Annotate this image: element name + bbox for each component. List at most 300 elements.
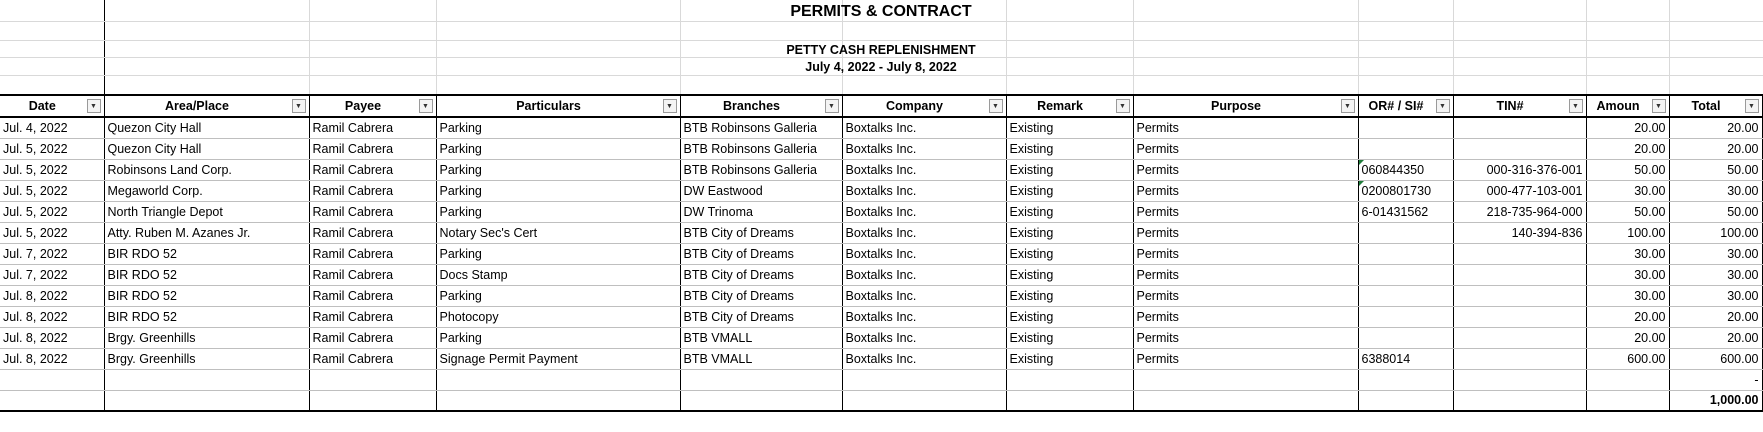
cell-tin[interactable] (1453, 369, 1586, 390)
cell-date[interactable] (0, 180, 104, 201)
cell-date[interactable] (0, 264, 104, 285)
cell-text: 30.00 (1634, 246, 1666, 261)
cell-text: Jul. 7, 2022 (3, 246, 68, 261)
cell-purpose[interactable] (1133, 201, 1358, 222)
cell-remark[interactable] (1006, 117, 1133, 138)
cell-remark[interactable] (1006, 390, 1133, 411)
cell-text: Permits (1136, 309, 1179, 324)
cell-company[interactable] (842, 306, 1006, 327)
cell-text: Boxtalks Inc. (845, 330, 917, 345)
cell-or-si[interactable] (1358, 369, 1453, 390)
dropdown-arrow-icon: ▼ (1655, 102, 1662, 110)
cell-particulars[interactable] (436, 159, 680, 180)
cell-area-place[interactable] (104, 117, 309, 138)
cell-area-place[interactable] (104, 222, 309, 243)
cell-text: Jul. 8, 2022 (3, 330, 68, 345)
cell-date[interactable] (0, 306, 104, 327)
cell-text: Boxtalks Inc. (845, 309, 917, 324)
cell-text: BTB Robinsons Galleria (683, 141, 817, 156)
cell-company[interactable] (842, 138, 1006, 159)
cell-text: BTB VMALL (683, 330, 753, 345)
cell-text: 50.00 (1727, 204, 1759, 219)
cell-amount[interactable] (1586, 243, 1669, 264)
dropdown-arrow-icon: ▼ (1572, 102, 1579, 110)
grid-line (0, 40, 1763, 41)
filter-dropdown-button[interactable] (1569, 99, 1583, 113)
grid-line (0, 75, 1763, 76)
cell-text: 30.00 (1727, 267, 1759, 282)
cell-text: Permits (1136, 120, 1179, 135)
cell-remark[interactable] (1006, 285, 1133, 306)
column-header-or-si (1358, 95, 1453, 117)
cell-company[interactable] (842, 348, 1006, 369)
cell-text: BIR RDO 52 (107, 267, 177, 282)
cell-date[interactable] (0, 222, 104, 243)
cell-amount[interactable] (1586, 369, 1669, 390)
filter-dropdown-button[interactable] (663, 99, 677, 113)
cell-purpose[interactable] (1133, 159, 1358, 180)
column-header-label: Particulars (516, 99, 581, 113)
table-row (0, 348, 1762, 369)
cell-or-si[interactable] (1358, 306, 1453, 327)
cell-company[interactable] (842, 327, 1006, 348)
cell-text: Permits (1136, 288, 1179, 303)
cell-payee[interactable] (309, 159, 436, 180)
cell-payee[interactable] (309, 180, 436, 201)
cell-particulars[interactable] (436, 390, 680, 411)
cell-particulars[interactable] (436, 306, 680, 327)
cell-payee[interactable] (309, 222, 436, 243)
column-header-amount (1586, 95, 1669, 117)
cell-text: Docs Stamp (439, 267, 508, 282)
cell-text: DW Eastwood (683, 183, 763, 198)
cell-payee[interactable] (309, 201, 436, 222)
cell-text: 6388014 (1361, 351, 1411, 366)
cell-remark[interactable] (1006, 327, 1133, 348)
cell-text: Boxtalks Inc. (845, 183, 917, 198)
cell-text: 20.00 (1634, 120, 1666, 135)
cell-tin[interactable] (1453, 180, 1586, 201)
cell-branches[interactable] (680, 327, 842, 348)
cell-text: Ramil Cabrera (312, 309, 394, 324)
dropdown-arrow-icon: ▼ (1119, 102, 1126, 110)
cell-text: Boxtalks Inc. (845, 225, 917, 240)
cell-total[interactable] (1669, 180, 1762, 201)
cell-remark[interactable] (1006, 306, 1133, 327)
cell-area-place[interactable] (104, 243, 309, 264)
cell-tin[interactable] (1453, 264, 1586, 285)
cell-or-si[interactable] (1358, 159, 1453, 180)
cell-date[interactable] (0, 117, 104, 138)
cell-total[interactable] (1669, 243, 1762, 264)
cell-remark[interactable] (1006, 348, 1133, 369)
cell-or-si[interactable] (1358, 243, 1453, 264)
cell-purpose[interactable] (1133, 369, 1358, 390)
cell-text: Boxtalks Inc. (845, 288, 917, 303)
cell-particulars[interactable] (436, 327, 680, 348)
cell-text: Existing (1009, 204, 1054, 219)
cell-text: Boxtalks Inc. (845, 246, 917, 261)
cell-or-si[interactable] (1358, 348, 1453, 369)
cell-text: Jul. 8, 2022 (3, 309, 68, 324)
cell-particulars[interactable] (436, 138, 680, 159)
cell-text: 100.00 (1627, 225, 1666, 240)
cell-text: BIR RDO 52 (107, 246, 177, 261)
cell-particulars[interactable] (436, 222, 680, 243)
cell-area-place[interactable] (104, 285, 309, 306)
cell-text: Robinsons Land Corp. (107, 162, 232, 177)
cell-or-si[interactable] (1358, 327, 1453, 348)
cell-date[interactable] (0, 390, 104, 411)
cell-or-si[interactable] (1358, 117, 1453, 138)
cell-text: Existing (1009, 183, 1054, 198)
cell-amount[interactable] (1586, 348, 1669, 369)
cell-total[interactable] (1669, 327, 1762, 348)
cell-total[interactable] (1669, 285, 1762, 306)
cell-text: Ramil Cabrera (312, 267, 394, 282)
cell-date[interactable] (0, 285, 104, 306)
cell-or-si[interactable] (1358, 138, 1453, 159)
cell-text: BTB City of Dreams (683, 309, 794, 324)
cell-text: Boxtalks Inc. (845, 267, 917, 282)
cell-particulars[interactable] (436, 180, 680, 201)
cell-text: Jul. 5, 2022 (3, 183, 68, 198)
cell-text: North Triangle Depot (107, 204, 223, 219)
cell-area-place[interactable] (104, 327, 309, 348)
cell-text: Jul. 8, 2022 (3, 288, 68, 303)
cell-text: 30.00 (1634, 267, 1666, 282)
cell-total[interactable] (1669, 159, 1762, 180)
cell-payee[interactable] (309, 117, 436, 138)
cell-company[interactable] (842, 117, 1006, 138)
cell-company[interactable] (842, 180, 1006, 201)
table-body (0, 117, 1762, 411)
filter-dropdown-button[interactable] (87, 99, 101, 113)
table-row (0, 306, 1762, 327)
cell-branches[interactable] (680, 348, 842, 369)
cell-amount[interactable] (1586, 180, 1669, 201)
cell-company[interactable] (842, 201, 1006, 222)
cell-branches[interactable] (680, 201, 842, 222)
cell-tin[interactable] (1453, 243, 1586, 264)
cell-text: 50.00 (1634, 204, 1666, 219)
cell-text: 1,000.00 (1709, 393, 1759, 408)
cell-company[interactable] (842, 222, 1006, 243)
cell-branches[interactable] (680, 243, 842, 264)
cell-particulars[interactable] (436, 264, 680, 285)
column-header-date (0, 95, 104, 117)
cell-tin[interactable] (1453, 327, 1586, 348)
header-row (0, 95, 1762, 117)
cell-text: Parking (439, 288, 482, 303)
cell-area-place[interactable] (104, 180, 309, 201)
dropdown-arrow-icon: ▼ (1344, 102, 1351, 110)
cell-or-si[interactable] (1358, 180, 1453, 201)
cell-text: 50.00 (1727, 162, 1759, 177)
cell-purpose[interactable] (1133, 180, 1358, 201)
cell-branches[interactable] (680, 285, 842, 306)
cell-text: Existing (1009, 330, 1054, 345)
cell-text: Permits (1136, 162, 1179, 177)
cell-particulars[interactable] (436, 348, 680, 369)
cell-branches[interactable] (680, 390, 842, 411)
cell-tin[interactable] (1453, 348, 1586, 369)
cell-date[interactable] (0, 243, 104, 264)
cell-text: Brgy. Greenhills (107, 330, 196, 345)
cell-purpose[interactable] (1133, 222, 1358, 243)
cell-total[interactable] (1669, 222, 1762, 243)
column-header-particulars (436, 95, 680, 117)
filter-dropdown-button[interactable] (1116, 99, 1130, 113)
cell-text: Parking (439, 183, 482, 198)
cell-text: Quezon City Hall (107, 120, 202, 135)
dropdown-arrow-icon: ▼ (90, 102, 97, 110)
cell-total[interactable] (1669, 369, 1762, 390)
cell-area-place[interactable] (104, 369, 309, 390)
cell-company[interactable] (842, 285, 1006, 306)
column-header-tin (1453, 95, 1586, 117)
column-header-payee (309, 95, 436, 117)
cell-total[interactable] (1669, 264, 1762, 285)
column-header-label: Area/Place (165, 99, 229, 113)
cell-tin[interactable] (1453, 138, 1586, 159)
cell-text: BTB Robinsons Galleria (683, 162, 817, 177)
cell-remark[interactable] (1006, 222, 1133, 243)
cell-payee[interactable] (309, 138, 436, 159)
cell-text: Ramil Cabrera (312, 183, 394, 198)
column-header-label: Total (1691, 99, 1721, 113)
column-header-label: Branches (723, 99, 780, 113)
cell-payee[interactable] (309, 390, 436, 411)
cell-area-place[interactable] (104, 138, 309, 159)
error-indicator-icon (1359, 181, 1364, 186)
column-header-area-place (104, 95, 309, 117)
cell-purpose[interactable] (1133, 285, 1358, 306)
cell-purpose[interactable] (1133, 117, 1358, 138)
cell-remark[interactable] (1006, 369, 1133, 390)
table-row (0, 243, 1762, 264)
cell-amount[interactable] (1586, 264, 1669, 285)
cell-purpose[interactable] (1133, 138, 1358, 159)
cell-company[interactable] (842, 369, 1006, 390)
cell-branches[interactable] (680, 180, 842, 201)
cell-text: 30.00 (1634, 288, 1666, 303)
cell-payee[interactable] (309, 306, 436, 327)
cell-tin[interactable] (1453, 285, 1586, 306)
cell-particulars[interactable] (436, 201, 680, 222)
cell-purpose[interactable] (1133, 264, 1358, 285)
cell-date[interactable] (0, 138, 104, 159)
dropdown-arrow-icon: ▼ (295, 102, 302, 110)
cell-particulars[interactable] (436, 285, 680, 306)
cell-text: 50.00 (1634, 162, 1666, 177)
cell-text: Existing (1009, 141, 1054, 156)
cell-text: DW Trinoma (683, 204, 753, 219)
cell-amount[interactable] (1586, 138, 1669, 159)
cell-particulars[interactable] (436, 369, 680, 390)
grid-line (0, 57, 1763, 58)
cell-area-place[interactable] (104, 159, 309, 180)
cell-or-si[interactable] (1358, 201, 1453, 222)
cell-text: Existing (1009, 246, 1054, 261)
cell-tin[interactable] (1453, 201, 1586, 222)
cell-payee[interactable] (309, 348, 436, 369)
cell-total[interactable] (1669, 138, 1762, 159)
filter-dropdown-button[interactable] (825, 99, 839, 113)
cell-purpose[interactable] (1133, 390, 1358, 411)
cell-company[interactable] (842, 243, 1006, 264)
cell-text: Ramil Cabrera (312, 246, 394, 261)
cell-particulars[interactable] (436, 117, 680, 138)
cell-or-si[interactable] (1358, 285, 1453, 306)
cell-total[interactable] (1669, 306, 1762, 327)
cell-text: Parking (439, 162, 482, 177)
cell-text: Parking (439, 204, 482, 219)
cell-amount[interactable] (1586, 390, 1669, 411)
cell-area-place[interactable] (104, 348, 309, 369)
dropdown-arrow-icon: ▼ (828, 102, 835, 110)
cell-text: Permits (1136, 183, 1179, 198)
cell-company[interactable] (842, 264, 1006, 285)
cell-text: 100.00 (1720, 225, 1759, 240)
cell-text: Ramil Cabrera (312, 120, 394, 135)
table-row (0, 369, 1762, 390)
cell-text: BTB City of Dreams (683, 288, 794, 303)
cell-branches[interactable] (680, 264, 842, 285)
cell-remark[interactable] (1006, 138, 1133, 159)
cell-or-si[interactable] (1358, 264, 1453, 285)
cell-remark[interactable] (1006, 243, 1133, 264)
column-header-branches (680, 95, 842, 117)
cell-purpose[interactable] (1133, 243, 1358, 264)
filter-dropdown-button[interactable] (1436, 99, 1450, 113)
cell-tin[interactable] (1453, 222, 1586, 243)
dropdown-arrow-icon: ▼ (666, 102, 673, 110)
cell-text: 0200801730 (1361, 183, 1432, 198)
cell-tin[interactable] (1453, 159, 1586, 180)
cell-remark[interactable] (1006, 264, 1133, 285)
cell-text: Permits (1136, 267, 1179, 282)
error-indicator-icon (1359, 160, 1364, 165)
cell-text: 600.00 (1627, 351, 1666, 366)
cell-text: Permits (1136, 246, 1179, 261)
cell-remark[interactable] (1006, 159, 1133, 180)
cell-purpose[interactable] (1133, 306, 1358, 327)
cell-payee[interactable] (309, 285, 436, 306)
cell-payee[interactable] (309, 243, 436, 264)
cell-text: Jul. 5, 2022 (3, 162, 68, 177)
report-subtitle: PETTY CASH REPLENISHMENT (786, 43, 976, 57)
cell-branches[interactable] (680, 138, 842, 159)
cell-amount[interactable] (1586, 201, 1669, 222)
cell-total[interactable] (1669, 201, 1762, 222)
cell-text: BIR RDO 52 (107, 309, 177, 324)
cell-branches[interactable] (680, 117, 842, 138)
cell-amount[interactable] (1586, 306, 1669, 327)
cell-tin[interactable] (1453, 306, 1586, 327)
cell-branches[interactable] (680, 369, 842, 390)
cell-text: Ramil Cabrera (312, 330, 394, 345)
grid-line (0, 21, 1763, 22)
filter-dropdown-button[interactable] (989, 99, 1003, 113)
cell-text: Existing (1009, 225, 1054, 240)
cell-company[interactable] (842, 159, 1006, 180)
cell-date[interactable] (0, 159, 104, 180)
cell-text: Jul. 5, 2022 (3, 204, 68, 219)
cell-particulars[interactable] (436, 243, 680, 264)
cell-text: Quezon City Hall (107, 141, 202, 156)
table-row (0, 264, 1762, 285)
column-header-label: Remark (1037, 99, 1083, 113)
cell-company[interactable] (842, 390, 1006, 411)
cell-text: Jul. 7, 2022 (3, 267, 68, 282)
dropdown-arrow-icon: ▼ (992, 102, 999, 110)
cell-area-place[interactable] (104, 201, 309, 222)
cell-amount[interactable] (1586, 327, 1669, 348)
cell-remark[interactable] (1006, 201, 1133, 222)
cell-branches[interactable] (680, 222, 842, 243)
cell-area-place[interactable] (104, 264, 309, 285)
cell-total[interactable] (1669, 390, 1762, 411)
cell-payee[interactable] (309, 327, 436, 348)
cell-amount[interactable] (1586, 222, 1669, 243)
cell-total[interactable] (1669, 117, 1762, 138)
filter-dropdown-button[interactable] (1745, 99, 1759, 113)
cell-amount[interactable] (1586, 285, 1669, 306)
cell-purpose[interactable] (1133, 327, 1358, 348)
cell-text: Permits (1136, 225, 1179, 240)
cell-text: 20.00 (1727, 120, 1759, 135)
cell-area-place[interactable] (104, 390, 309, 411)
column-header-label: Payee (344, 99, 382, 113)
cell-payee[interactable] (309, 264, 436, 285)
cell-or-si[interactable] (1358, 390, 1453, 411)
cell-text: Atty. Ruben M. Azanes Jr. (107, 225, 251, 240)
cell-total[interactable] (1669, 348, 1762, 369)
report-period: July 4, 2022 - July 8, 2022 (805, 60, 957, 74)
cell-remark[interactable] (1006, 180, 1133, 201)
filter-dropdown-button[interactable] (419, 99, 433, 113)
cell-amount[interactable] (1586, 159, 1669, 180)
filter-dropdown-button[interactable] (1652, 99, 1666, 113)
table-row (0, 138, 1762, 159)
cell-area-place[interactable] (104, 306, 309, 327)
cell-text: Parking (439, 246, 482, 261)
cell-purpose[interactable] (1133, 348, 1358, 369)
cell-text: 000-477-103-001 (1486, 183, 1583, 198)
column-header-label: Date (28, 99, 56, 113)
cell-text: 30.00 (1634, 183, 1666, 198)
cell-payee[interactable] (309, 369, 436, 390)
cell-date[interactable] (0, 201, 104, 222)
cell-date[interactable] (0, 348, 104, 369)
cell-date[interactable] (0, 327, 104, 348)
cell-branches[interactable] (680, 306, 842, 327)
cell-text: Existing (1009, 162, 1054, 177)
cell-text: 30.00 (1727, 246, 1759, 261)
cell-text: 140-394-836 (1511, 225, 1583, 240)
cell-branches[interactable] (680, 159, 842, 180)
cell-date[interactable] (0, 369, 104, 390)
column-header-company (842, 95, 1006, 117)
cell-tin[interactable] (1453, 390, 1586, 411)
cell-text: 218-735-964-000 (1486, 204, 1583, 219)
cell-amount[interactable] (1586, 117, 1669, 138)
cell-or-si[interactable] (1358, 222, 1453, 243)
cell-tin[interactable] (1453, 117, 1586, 138)
filter-dropdown-button[interactable] (1341, 99, 1355, 113)
filter-dropdown-button[interactable] (292, 99, 306, 113)
